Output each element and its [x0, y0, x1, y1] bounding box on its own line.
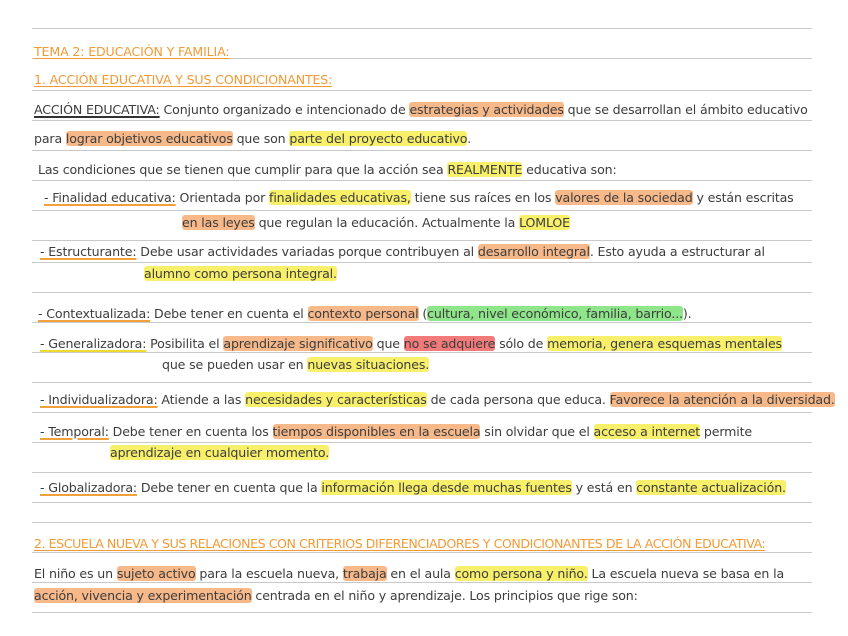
condiciones-line [38, 162, 617, 178]
individualizadora-line [40, 392, 835, 408]
escuela-line-1 [34, 566, 784, 582]
text: Debe usar actividades variadas porque contribuyen al [136, 244, 478, 259]
contextualizada-line [38, 306, 692, 322]
highlight: REALMENTE [447, 162, 523, 177]
text: Atiende a las [157, 392, 246, 407]
highlight: contexto personal [307, 306, 419, 321]
highlight: aprendizaje en cualquier momento. [110, 445, 330, 460]
text: La escuela nueva se basa en la [587, 566, 785, 581]
text: sólo de [495, 336, 548, 351]
highlight: acción, vivencia y experimentación [34, 588, 252, 603]
text: Debe tener en cuenta el [150, 306, 308, 321]
text: Debe tener en cuenta los [108, 424, 273, 439]
section-2-heading: 2. ESCUELA NUEVA Y SUS RELACIONES CON CRITERIOS DIFERENCIADORES Y CONDICIONANTES DE LA ACCIÓN EDUCATIVA: [34, 536, 766, 551]
globalizadora-term: - Globalizadora: [40, 480, 137, 495]
highlight: constante actualización. [636, 480, 786, 495]
highlight: trabaja [342, 566, 387, 581]
highlight: lograr objetivos educativos [65, 131, 233, 146]
highlight: parte del proyecto educativo [289, 131, 468, 146]
text: y está en [571, 480, 637, 495]
text: sin olvidar que el [480, 424, 594, 439]
escuela-line-2 [34, 588, 638, 604]
finalidad-line-1 [44, 190, 794, 206]
text: ( [418, 306, 428, 321]
text: tiene sus raíces en los [410, 190, 556, 205]
accion-term: ACCIÓN EDUCATIVA: [34, 102, 160, 117]
text: ). [682, 306, 692, 321]
text: que se desarrollan el ámbito educativo [563, 102, 808, 117]
highlight: cultura, nivel económico, familia, barrio... [427, 306, 683, 321]
text: que se pueden usar en [162, 357, 308, 372]
text: Las condiciones que se tienen que cumplir para que la acción sea [38, 162, 448, 177]
text: . Esto ayuda a estructurar al [589, 244, 765, 259]
estructurante-term: - Estructurante: [40, 244, 137, 259]
highlight: sujeto activo [116, 566, 196, 581]
highlight: no se adquiere [403, 336, 496, 351]
contextualizada-term: - Contextualizada: [38, 306, 151, 321]
text: . [467, 131, 471, 146]
highlight: en las leyes [182, 215, 255, 230]
text: centrada en el niño y aprendizaje. Los principios que rige son: [251, 588, 638, 603]
text: educativa son: [522, 162, 617, 177]
text: Posibilita el [146, 336, 224, 351]
highlight: memoria, genera esquemas mentales [547, 336, 782, 351]
text: de cada persona que educa. [426, 392, 610, 407]
text: Debe tener en cuenta que la [137, 480, 322, 495]
highlight: valores de la sociedad [555, 190, 693, 205]
generalizadora-line-2 [162, 357, 429, 373]
section-1-heading: 1. ACCIÓN EDUCATIVA Y SUS CONDICIONANTES: [34, 72, 333, 87]
text: que regulan la educación. Actualmente la [254, 215, 520, 230]
text: Conjunto organizado e intencionado de [159, 102, 410, 117]
estructurante-line-2 [144, 266, 337, 282]
topic-title: TEMA 2: EDUCACIÓN Y FAMILIA: [34, 44, 230, 59]
temporal-line-2 [110, 445, 329, 461]
text: El niño es un [34, 566, 117, 581]
text: Orientada por [175, 190, 270, 205]
highlight: LOMLOE [519, 215, 570, 230]
text: que [372, 336, 404, 351]
highlight: como persona y niño. [454, 566, 588, 581]
temporal-term: - Temporal: [40, 424, 109, 439]
highlight: finalidades educativas, [269, 190, 411, 205]
highlight: información llega desde muchas fuentes [321, 480, 572, 495]
text: y están escritas [692, 190, 794, 205]
text: para [34, 131, 66, 146]
highlight: estrategias y actividades [409, 102, 564, 117]
globalizadora-line [40, 480, 786, 496]
highlight: nuevas situaciones. [307, 357, 430, 372]
individualizadora-term: - Individualizadora: [40, 392, 158, 407]
estructurante-line-1 [40, 244, 765, 260]
text: en el aula [386, 566, 455, 581]
highlight: aprendizaje significativo [223, 336, 373, 351]
text: para la escuela nueva, [195, 566, 343, 581]
highlight: alumno como persona integral. [144, 266, 337, 281]
highlight: Favorece la atención a la diversidad. [609, 392, 835, 407]
highlight: acceso a internet [593, 424, 701, 439]
generalizadora-line-1 [40, 336, 782, 352]
accion-line-1 [34, 102, 808, 118]
highlight: tiempos disponibles en la escuela [272, 424, 481, 439]
highlight: desarrollo integral [477, 244, 590, 259]
temporal-line-1 [40, 424, 752, 440]
text: permite [700, 424, 753, 439]
highlight: necesidades y características [245, 392, 427, 407]
generalizadora-term: - Generalizadora: [40, 336, 147, 351]
text: que son [232, 131, 290, 146]
accion-line-2 [34, 131, 471, 147]
finalidad-line-2 [182, 215, 570, 231]
finalidad-term: - Finalidad educativa: [44, 190, 176, 205]
